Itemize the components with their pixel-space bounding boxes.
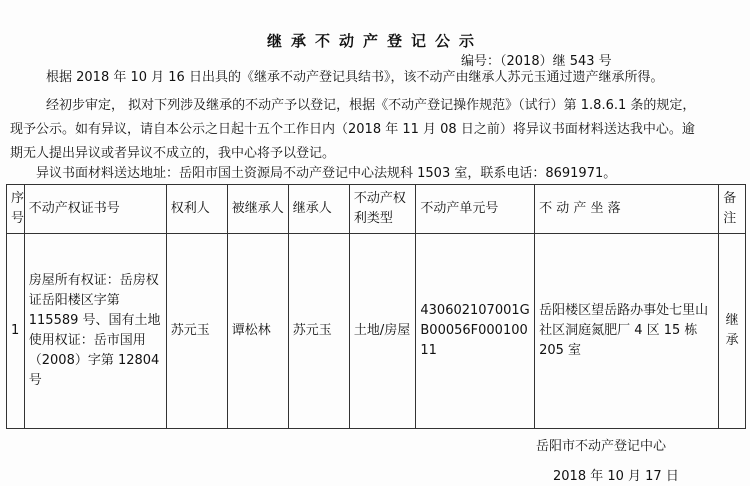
document-number: 编号：（2018）继 543 号 xyxy=(461,54,612,69)
cell-location: 岳阳楼区望岳路办事处七里山社区洞庭氮肥厂 4 区 15 栋 205 室 xyxy=(535,234,719,429)
cell-unit: 430602107001GB00056F00010011 xyxy=(416,234,535,429)
header-type: 不动产权利类型 xyxy=(349,185,416,234)
header-decedent: 被继承人 xyxy=(227,185,288,234)
header-heir: 继承人 xyxy=(288,185,349,234)
table-header-row xyxy=(7,185,746,234)
paragraph-2-line-3: 期无人提出异议或者异议不成立的，我中心将予以登记。 xyxy=(10,146,336,161)
notice-title: 继承不动产登记公示 xyxy=(266,32,483,50)
paragraph-2-line-2: 现予公示。如有异议，请自本公示之日起十五个工作日内（2018 年 11 月 08 日之前）将异议书面材料送达我中心。逾 xyxy=(10,122,695,137)
cell-note: 继承 xyxy=(719,234,746,429)
cell-no: 1 xyxy=(7,234,25,429)
cell-type: 土地/房屋 xyxy=(349,234,416,429)
cell-holder: 苏元玉 xyxy=(166,234,227,429)
cell-heir: 苏元玉 xyxy=(288,234,349,429)
header-no: 序号 xyxy=(7,185,25,234)
header-cert: 不动产权证书号 xyxy=(24,185,166,234)
paragraph-3-address: 异议书面材料送达地址：岳阳市国土资源局不动产登记中心法规科 1503 室，联系电话：8691971。 xyxy=(36,166,617,181)
header-holder: 权利人 xyxy=(166,185,227,234)
cell-cert: 房屋所有权证：岳房权证岳阳楼区字第 115589 号、国有土地使用权证：岳市国用（2008）字第 12804 号 xyxy=(24,234,166,429)
header-unit: 不动产单元号 xyxy=(416,185,535,234)
footer-organization: 岳阳市不动产登记中心 xyxy=(536,439,667,454)
table-row xyxy=(7,234,746,429)
paragraph-1: 根据 2018 年 10 月 16 日出具的《继承不动产登记具结书》，该不动产由继承人苏元玉通过遗产继承所得。 xyxy=(46,70,664,85)
header-note: 备注 xyxy=(719,185,746,234)
paragraph-2-line-1: 经初步审定， 拟对下列涉及继承的不动产予以登记，根据《不动产登记操作规范》（试行）第 1.8.6.1 条的规定， xyxy=(46,98,696,113)
footer-date: 2018 年 10 月 17 日 xyxy=(553,469,679,484)
cell-decedent: 谭松林 xyxy=(227,234,288,429)
registration-table xyxy=(6,184,746,429)
header-location: 不 动 产 坐 落 xyxy=(535,185,719,234)
